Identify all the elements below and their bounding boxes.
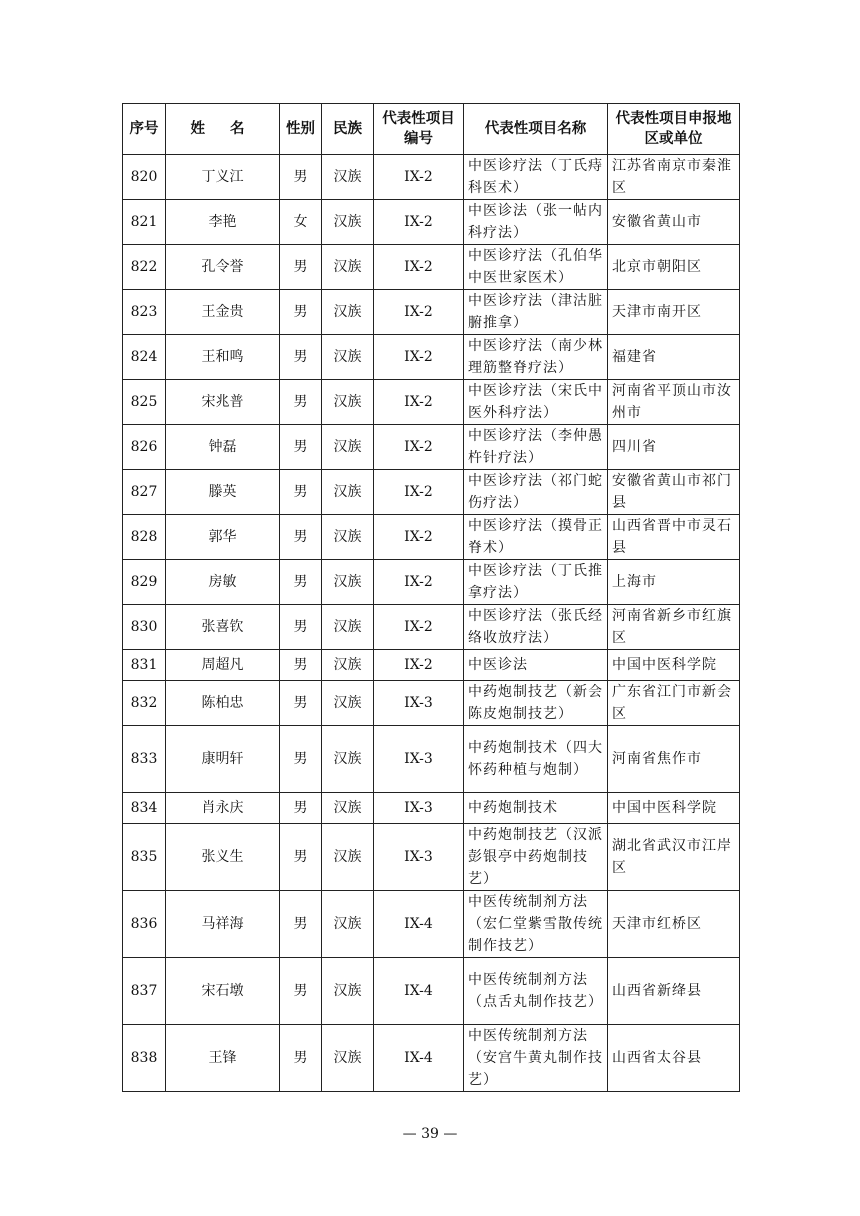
cell-project-code: IX-2 — [374, 335, 464, 380]
cell-name: 房敏 — [166, 560, 280, 605]
cell-seq: 821 — [123, 200, 166, 245]
cell-project-name: 中医诊疗法（南少林理筋整脊疗法） — [464, 335, 608, 380]
cell-name: 王和鸣 — [166, 335, 280, 380]
cell-project-name: 中医诊法（张一帖内科疗法） — [464, 200, 608, 245]
cell-project-code: IX-2 — [374, 425, 464, 470]
cell-project-code: IX-3 — [374, 681, 464, 726]
table-row — [123, 245, 740, 290]
header-project-code: 代表性项目编号 — [374, 104, 464, 155]
cell-name: 张喜钦 — [166, 605, 280, 650]
cell-name: 肖永庆 — [166, 793, 280, 824]
cell-name: 郭华 — [166, 515, 280, 560]
cell-region: 河南省焦作市 — [608, 726, 740, 793]
cell-seq: 836 — [123, 891, 166, 958]
cell-gender: 男 — [280, 891, 322, 958]
cell-seq: 830 — [123, 605, 166, 650]
cell-gender: 男 — [280, 824, 322, 891]
cell-ethnicity: 汉族 — [322, 290, 374, 335]
header-seq: 序号 — [123, 104, 166, 155]
cell-project-code: IX-2 — [374, 245, 464, 290]
cell-seq: 837 — [123, 958, 166, 1025]
cell-ethnicity: 汉族 — [322, 155, 374, 200]
cell-project-code: IX-2 — [374, 650, 464, 681]
cell-gender: 女 — [280, 200, 322, 245]
cell-ethnicity: 汉族 — [322, 1025, 374, 1092]
cell-name: 康明轩 — [166, 726, 280, 793]
cell-name: 李艳 — [166, 200, 280, 245]
cell-project-name: 中医诊疗法（宋氏中医外科疗法） — [464, 380, 608, 425]
table-row — [123, 1025, 740, 1092]
cell-name: 钟磊 — [166, 425, 280, 470]
cell-project-code: IX-3 — [374, 726, 464, 793]
cell-ethnicity: 汉族 — [322, 824, 374, 891]
cell-region: 湖北省武汉市江岸区 — [608, 824, 740, 891]
table-row — [123, 726, 740, 793]
cell-name: 宋兆普 — [166, 380, 280, 425]
cell-name: 丁义江 — [166, 155, 280, 200]
cell-project-name: 中医诊疗法（李仲愚杵针疗法） — [464, 425, 608, 470]
table-row — [123, 824, 740, 891]
cell-seq: 833 — [123, 726, 166, 793]
cell-seq: 834 — [123, 793, 166, 824]
cell-gender: 男 — [280, 380, 322, 425]
cell-region: 中国中医科学院 — [608, 650, 740, 681]
cell-seq: 824 — [123, 335, 166, 380]
cell-project-code: IX-3 — [374, 793, 464, 824]
cell-name: 周超凡 — [166, 650, 280, 681]
cell-project-name: 中医诊疗法（津沽脏腑推拿） — [464, 290, 608, 335]
cell-project-name: 中医诊疗法（祁门蛇伤疗法） — [464, 470, 608, 515]
table-row — [123, 155, 740, 200]
cell-ethnicity: 汉族 — [322, 425, 374, 470]
cell-ethnicity: 汉族 — [322, 681, 374, 726]
table-row — [123, 891, 740, 958]
cell-region: 四川省 — [608, 425, 740, 470]
table-row — [123, 793, 740, 824]
table-row — [123, 560, 740, 605]
cell-seq: 828 — [123, 515, 166, 560]
table-row — [123, 335, 740, 380]
cell-project-name: 中医诊疗法（孔伯华中医世家医术） — [464, 245, 608, 290]
cell-name: 宋石墩 — [166, 958, 280, 1025]
cell-region: 北京市朝阳区 — [608, 245, 740, 290]
cell-ethnicity: 汉族 — [322, 650, 374, 681]
table-row — [123, 681, 740, 726]
header-ethnicity: 民族 — [322, 104, 374, 155]
cell-ethnicity: 汉族 — [322, 515, 374, 560]
cell-project-name: 中医传统制剂方法（点舌丸制作技艺） — [464, 958, 608, 1025]
cell-seq: 820 — [123, 155, 166, 200]
cell-project-code: IX-2 — [374, 290, 464, 335]
cell-seq: 832 — [123, 681, 166, 726]
table-row — [123, 470, 740, 515]
cell-project-name: 中药炮制技艺（汉派彭银亭中药炮制技艺） — [464, 824, 608, 891]
cell-region: 安徽省黄山市祁门县 — [608, 470, 740, 515]
cell-gender: 男 — [280, 245, 322, 290]
cell-project-name: 中医诊法 — [464, 650, 608, 681]
table-row — [123, 958, 740, 1025]
cell-project-name: 中药炮制技艺（新会陈皮炮制技艺） — [464, 681, 608, 726]
cell-region: 广东省江门市新会区 — [608, 681, 740, 726]
cell-ethnicity: 汉族 — [322, 335, 374, 380]
cell-ethnicity: 汉族 — [322, 200, 374, 245]
cell-name: 王锋 — [166, 1025, 280, 1092]
cell-ethnicity: 汉族 — [322, 470, 374, 515]
cell-name: 陈柏忠 — [166, 681, 280, 726]
cell-ethnicity: 汉族 — [322, 726, 374, 793]
cell-project-name: 中医传统制剂方法（安宫牛黄丸制作技艺） — [464, 1025, 608, 1092]
cell-project-name: 中医诊疗法（丁氏推拿疗法） — [464, 560, 608, 605]
cell-gender: 男 — [280, 515, 322, 560]
cell-gender: 男 — [280, 155, 322, 200]
cell-gender: 男 — [280, 290, 322, 335]
header-project-name: 代表性项目名称 — [464, 104, 608, 155]
cell-project-code: IX-2 — [374, 470, 464, 515]
cell-seq: 822 — [123, 245, 166, 290]
cell-project-name: 中医诊疗法（摸骨正脊术） — [464, 515, 608, 560]
cell-region: 江苏省南京市秦淮区 — [608, 155, 740, 200]
cell-project-code: IX-3 — [374, 824, 464, 891]
cell-seq: 826 — [123, 425, 166, 470]
cell-ethnicity: 汉族 — [322, 605, 374, 650]
cell-region: 中国中医科学院 — [608, 793, 740, 824]
cell-project-code: IX-2 — [374, 560, 464, 605]
cell-project-code: IX-2 — [374, 200, 464, 245]
header-name: 姓 名 — [166, 104, 280, 155]
cell-gender: 男 — [280, 793, 322, 824]
cell-region: 山西省晋中市灵石县 — [608, 515, 740, 560]
cell-name: 马祥海 — [166, 891, 280, 958]
cell-project-code: IX-4 — [374, 891, 464, 958]
cell-name: 王金贵 — [166, 290, 280, 335]
cell-seq: 823 — [123, 290, 166, 335]
table-row — [123, 290, 740, 335]
cell-gender: 男 — [280, 425, 322, 470]
cell-seq: 825 — [123, 380, 166, 425]
cell-project-code: IX-2 — [374, 380, 464, 425]
cell-ethnicity: 汉族 — [322, 380, 374, 425]
cell-region: 山西省太谷县 — [608, 1025, 740, 1092]
cell-region: 上海市 — [608, 560, 740, 605]
table-header-row — [123, 104, 740, 155]
cell-region: 福建省 — [608, 335, 740, 380]
cell-ethnicity: 汉族 — [322, 560, 374, 605]
cell-ethnicity: 汉族 — [322, 245, 374, 290]
table-row — [123, 200, 740, 245]
cell-project-name: 中药炮制技术 — [464, 793, 608, 824]
page-number: — 39 — — [402, 1126, 458, 1142]
cell-seq: 827 — [123, 470, 166, 515]
inheritor-table — [122, 103, 740, 1092]
header-gender: 性别 — [280, 104, 322, 155]
cell-region: 山西省新绛县 — [608, 958, 740, 1025]
cell-seq: 829 — [123, 560, 166, 605]
cell-gender: 男 — [280, 958, 322, 1025]
header-region: 代表性项目申报地区或单位 — [608, 104, 740, 155]
cell-region: 河南省新乡市红旗区 — [608, 605, 740, 650]
cell-project-code: IX-2 — [374, 605, 464, 650]
cell-project-name: 中医传统制剂方法（宏仁堂紫雪散传统制作技艺） — [464, 891, 608, 958]
cell-gender: 男 — [280, 335, 322, 380]
cell-project-code: IX-2 — [374, 155, 464, 200]
cell-project-code: IX-4 — [374, 958, 464, 1025]
cell-region: 安徽省黄山市 — [608, 200, 740, 245]
cell-ethnicity: 汉族 — [322, 958, 374, 1025]
cell-gender: 男 — [280, 560, 322, 605]
cell-region: 天津市红桥区 — [608, 891, 740, 958]
table-row — [123, 515, 740, 560]
cell-region: 天津市南开区 — [608, 290, 740, 335]
cell-gender: 男 — [280, 650, 322, 681]
cell-seq: 831 — [123, 650, 166, 681]
cell-project-code: IX-2 — [374, 515, 464, 560]
table-row — [123, 650, 740, 681]
cell-region: 河南省平顶山市汝州市 — [608, 380, 740, 425]
cell-gender: 男 — [280, 1025, 322, 1092]
cell-gender: 男 — [280, 726, 322, 793]
cell-project-name: 中药炮制技术（四大怀药种植与炮制） — [464, 726, 608, 793]
cell-gender: 男 — [280, 605, 322, 650]
cell-gender: 男 — [280, 470, 322, 515]
cell-seq: 835 — [123, 824, 166, 891]
cell-gender: 男 — [280, 681, 322, 726]
cell-seq: 838 — [123, 1025, 166, 1092]
table-row — [123, 380, 740, 425]
table-row — [123, 425, 740, 470]
cell-ethnicity: 汉族 — [322, 891, 374, 958]
cell-ethnicity: 汉族 — [322, 793, 374, 824]
cell-project-code: IX-4 — [374, 1025, 464, 1092]
cell-project-name: 中医诊疗法（丁氏痔科医术） — [464, 155, 608, 200]
cell-project-name: 中医诊疗法（张氏经络收放疗法） — [464, 605, 608, 650]
cell-name: 滕英 — [166, 470, 280, 515]
cell-name: 张义生 — [166, 824, 280, 891]
cell-name: 孔令誉 — [166, 245, 280, 290]
table-row — [123, 605, 740, 650]
